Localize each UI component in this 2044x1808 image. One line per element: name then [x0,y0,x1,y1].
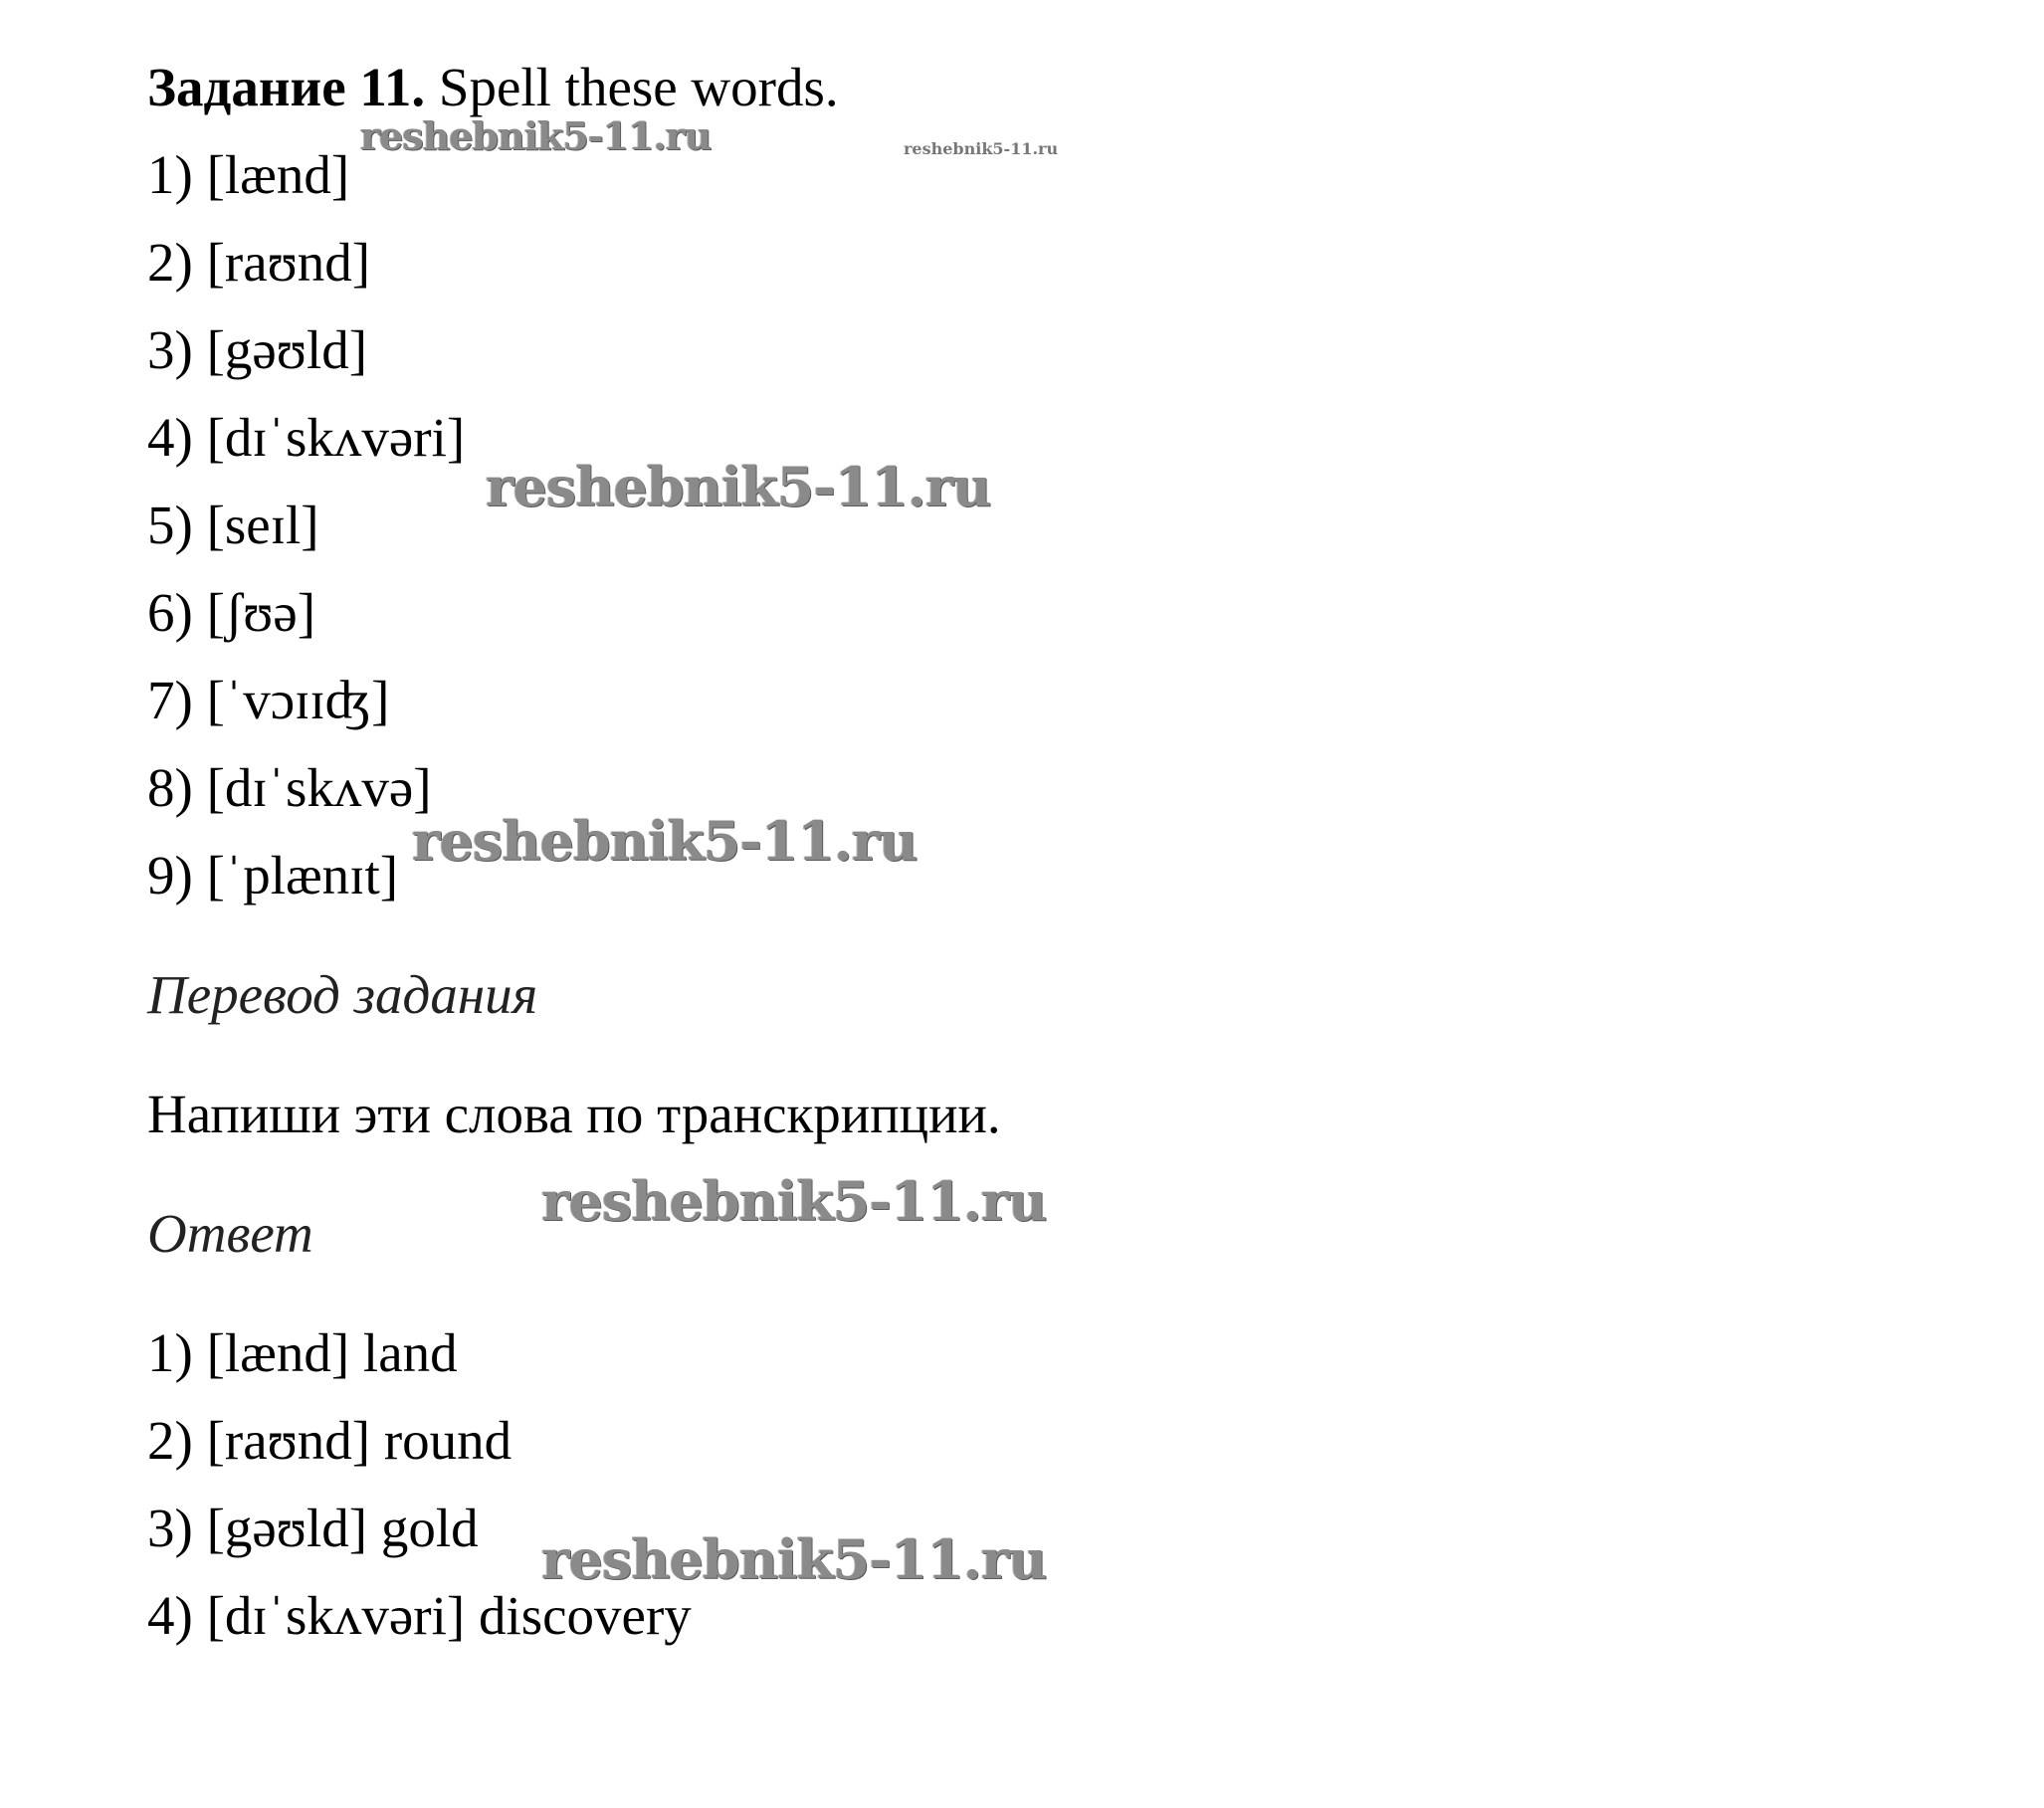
translation-text: Напиши эти слова по транскрипции. [147,1084,1001,1144]
answer-item-1: 1) [lænd] land [147,1322,458,1383]
item-2: 2) [raʊnd] [147,232,371,293]
task-instruction: Spell these words. [425,57,839,117]
item-5: 5) [seɪl] [147,495,319,555]
task-label: Задание 11. [147,57,426,117]
item-1: 1) [lænd] [147,144,350,205]
answer-heading: Ответ [147,1203,313,1264]
answer-item-3: 3) [gəʊld] gold [147,1498,479,1558]
item-8: 8) [dɪˈskʌvə] [147,757,432,818]
watermark: reshebnik5-11.ru [360,113,712,158]
item-6: 6) [ʃʊə] [147,582,316,643]
item-9: 9) [ˈplænɪt] [147,845,399,905]
item-3: 3) [gəʊld] [147,319,368,380]
watermark: reshebnik5-11.ru [412,809,918,873]
watermark: reshebnik5-11.ru [904,139,1059,158]
item-4: 4) [dɪˈskʌvəri] [147,407,466,468]
answer-item-4: 4) [dɪˈskʌvəri] discovery [147,1585,692,1646]
watermark: reshebnik5-11.ru [541,1527,1047,1591]
task-heading [147,57,839,117]
watermark: reshebnik5-11.ru [486,455,991,518]
translation-heading: Перевод задания [147,964,538,1025]
answer-item-2: 2) [raʊnd] round [147,1410,512,1471]
watermark: reshebnik5-11.ru [541,1169,1047,1233]
item-7: 7) [ˈvɔɪɪʤ] [147,670,390,730]
